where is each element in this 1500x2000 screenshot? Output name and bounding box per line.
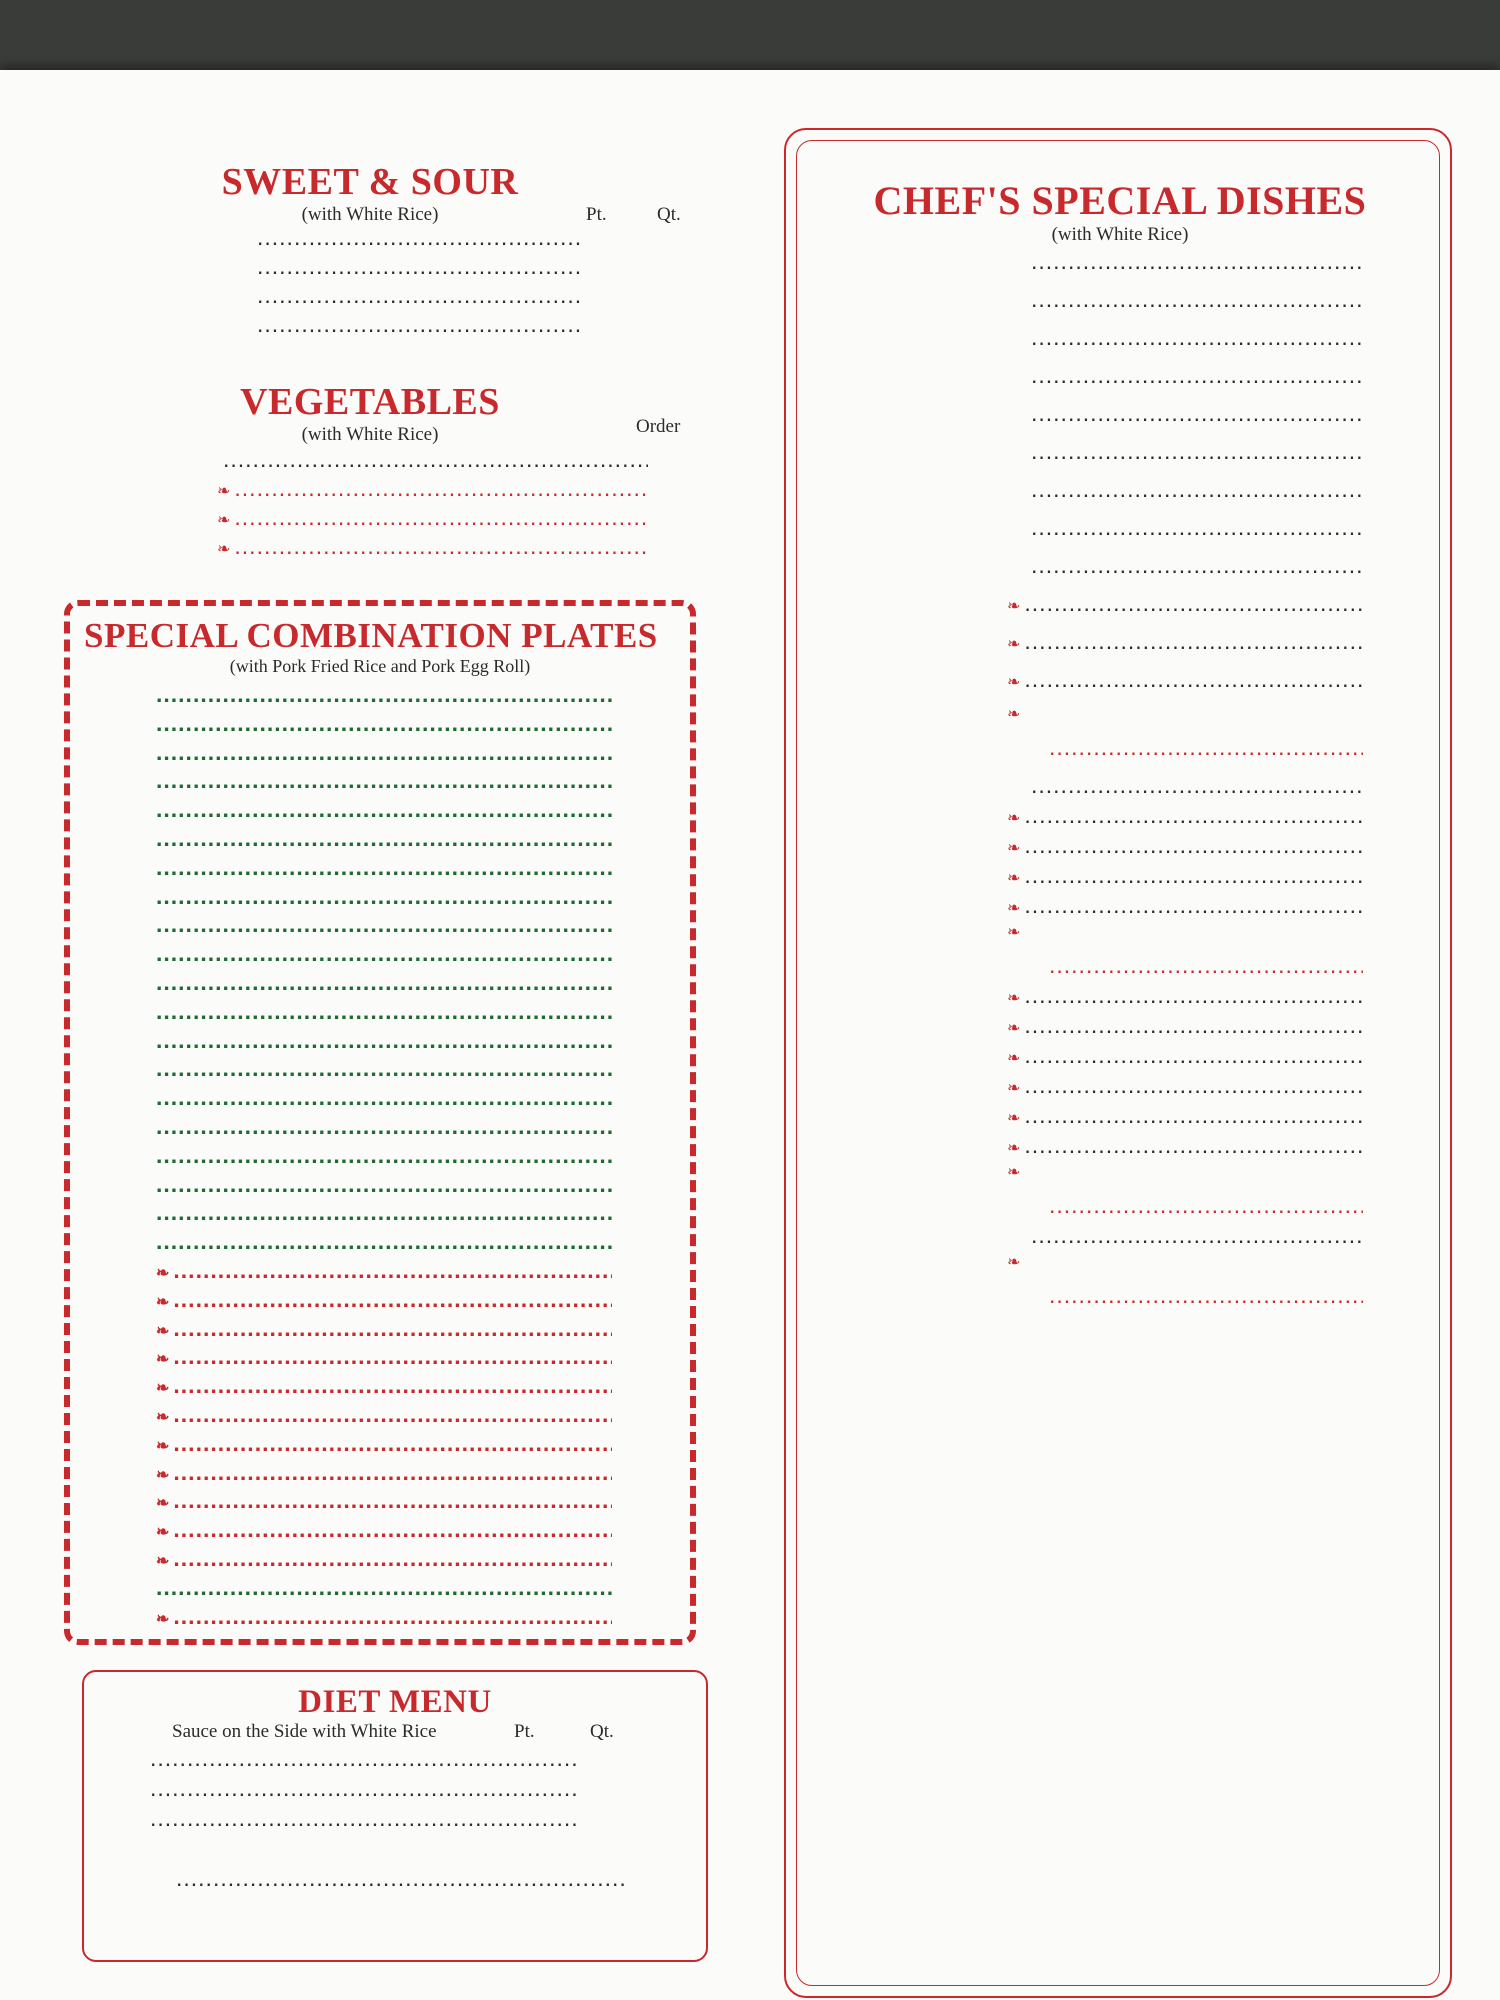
- sweet-sour-list: [40, 224, 700, 340]
- combination-heading: SPECIAL COMBINATION PLATES: [84, 616, 658, 655]
- leader-dots: [156, 739, 612, 766]
- combo-item: [84, 796, 676, 825]
- combo-item: [84, 1084, 676, 1113]
- leader-dots: [156, 1171, 612, 1198]
- leader-dots: [156, 854, 612, 881]
- chili-pepper-icon: ❧: [1007, 1020, 1021, 1037]
- sweet-sour-heading: SWEET & SOUR: [221, 161, 519, 203]
- chili-pepper-icon: ❧: [156, 1408, 170, 1426]
- chef-item: [815, 248, 1425, 278]
- leader-dots: [150, 1745, 578, 1772]
- chili-pepper-icon: ❧: [156, 1524, 170, 1542]
- combo-item: [84, 1545, 676, 1574]
- leader-dots: [173, 1487, 612, 1514]
- combination-subtitle: (with Pork Fried Rice and Pork Egg Roll): [229, 656, 531, 676]
- chef-item: [815, 324, 1425, 354]
- leader-dots: [1024, 1132, 1363, 1159]
- menu-page: [0, 70, 1500, 2000]
- combination-list: [84, 681, 676, 1631]
- chef-item-row: [815, 438, 1425, 468]
- chili-pepper-icon: ❧: [217, 483, 231, 500]
- menu-item: [40, 253, 700, 282]
- leader-dots: [1024, 666, 1363, 693]
- chef-item-row2: [815, 734, 1425, 764]
- chili-pepper-icon: ❧: [1007, 840, 1021, 857]
- chili-pepper-icon: ❧: [1007, 1254, 1021, 1271]
- chef-item-row: [815, 1012, 1425, 1042]
- leader-dots: [1024, 832, 1363, 859]
- leader-dots: [223, 446, 648, 473]
- leader-dots: [156, 710, 612, 737]
- leader-dots: [234, 504, 648, 531]
- combo-item: [84, 1228, 676, 1257]
- chef-item: [815, 362, 1425, 392]
- leader-dots: [1024, 590, 1363, 617]
- combo-item: [84, 1199, 676, 1228]
- leader-dots: [1024, 628, 1363, 655]
- chef-item: [815, 590, 1425, 620]
- leader-dots: [173, 1315, 612, 1342]
- combo-item: [84, 1113, 676, 1142]
- chili-pepper-icon: ❧: [1007, 990, 1021, 1007]
- combo-item: [84, 1257, 676, 1286]
- leader-dots: [1049, 734, 1363, 761]
- chef-item-row: [815, 324, 1425, 354]
- chef-item-row: [815, 514, 1425, 544]
- leader-dots: [156, 681, 612, 708]
- chef-item-row: [815, 832, 1425, 862]
- combo-item: [84, 1401, 676, 1430]
- combo-item: [84, 940, 676, 969]
- leader-dots: [173, 1545, 612, 1572]
- combo-item: [84, 710, 676, 739]
- combo-item: [84, 681, 676, 710]
- chef-item-row: [815, 704, 1425, 734]
- chef-item-row: [815, 286, 1425, 316]
- chef-item-row: [815, 400, 1425, 430]
- chef-item-row: [815, 922, 1425, 952]
- chili-pepper-icon: ❧: [1007, 924, 1021, 941]
- diet-menu-box: [82, 1670, 708, 1962]
- chili-pepper-icon: ❧: [1007, 598, 1021, 615]
- menu-item: [40, 224, 700, 253]
- diet-item: [102, 1835, 688, 1865]
- chef-item: [815, 514, 1425, 544]
- combination-plates-box: [64, 600, 696, 1645]
- chef-item-row: [815, 1102, 1425, 1132]
- leader-dots: [1024, 1012, 1363, 1039]
- chef-item-row: [815, 248, 1425, 278]
- leader-dots: [156, 1113, 612, 1140]
- combo-item: [84, 1055, 676, 1084]
- chili-pepper-icon: ❧: [156, 1264, 170, 1282]
- sweet-sour-subtitle: (with White Rice): [301, 204, 439, 225]
- leader-dots: [1031, 324, 1363, 351]
- leader-dots: [1049, 1192, 1363, 1219]
- diet-item-line2: [102, 1865, 688, 1895]
- chef-item: [815, 400, 1425, 430]
- chili-pepper-icon: ❧: [156, 1552, 170, 1570]
- leader-dots: [1049, 952, 1363, 979]
- chef-item-row: [815, 590, 1425, 620]
- chef-item-row: [815, 552, 1425, 582]
- diet-list: [102, 1745, 688, 1895]
- chef-item-row2: [815, 952, 1425, 982]
- chef-item: [815, 1102, 1425, 1132]
- combo-item: [84, 1027, 676, 1056]
- chili-pepper-icon: ❧: [217, 541, 231, 558]
- chili-pepper-icon: ❧: [156, 1380, 170, 1398]
- chef-item: [815, 438, 1425, 468]
- vegetables-heading: VEGETABLES: [240, 381, 500, 423]
- chili-pepper-icon: ❧: [156, 1322, 170, 1340]
- chef-item: [815, 802, 1425, 832]
- leader-dots: [156, 767, 612, 794]
- pt-header: Pt.: [586, 204, 607, 225]
- diet-qt-header: Qt.: [590, 1721, 614, 1742]
- leader-dots: [173, 1286, 612, 1313]
- leader-dots: [156, 998, 612, 1025]
- menu-item: [40, 446, 700, 475]
- chili-pepper-icon: ❧: [156, 1351, 170, 1369]
- chili-pepper-icon: ❧: [1007, 1050, 1021, 1067]
- combo-item: [84, 854, 676, 883]
- leader-dots: [1024, 1102, 1363, 1129]
- chef-item-row: [815, 1132, 1425, 1162]
- menu-item: [40, 311, 700, 340]
- combo-item: [84, 1171, 676, 1200]
- leader-dots: [1024, 802, 1363, 829]
- chef-item-row: [815, 1252, 1425, 1282]
- menu-item: [40, 504, 700, 533]
- leader-dots: [173, 1343, 612, 1370]
- combo-item: [84, 1315, 676, 1344]
- chili-pepper-icon: ❧: [156, 1437, 170, 1455]
- combo-item: [84, 1286, 676, 1315]
- leader-dots: [1024, 982, 1363, 1009]
- diet-item: [102, 1745, 688, 1775]
- chili-pepper-icon: ❧: [1007, 1110, 1021, 1127]
- leader-dots: [257, 253, 582, 280]
- combo-item: [84, 1516, 676, 1545]
- chili-pepper-icon: ❧: [1007, 900, 1021, 917]
- vegetables-list: [40, 446, 700, 562]
- chef-heading: CHEF'S SPECIAL DISHES: [873, 178, 1367, 223]
- chef-item: [815, 892, 1425, 922]
- chef-item: [815, 1162, 1425, 1222]
- leader-dots: [156, 969, 612, 996]
- diet-pt-header: Pt.: [514, 1721, 535, 1742]
- leader-dots: [156, 1142, 612, 1169]
- chef-item: [815, 1072, 1425, 1102]
- combo-item: [84, 1430, 676, 1459]
- leader-dots: [150, 1775, 578, 1802]
- chili-pepper-icon: ❧: [217, 512, 231, 529]
- qt-header: Qt.: [657, 204, 681, 225]
- leader-dots: [1031, 400, 1363, 427]
- leader-dots: [1031, 476, 1363, 503]
- chef-item: [815, 476, 1425, 506]
- chili-pepper-icon: ❧: [156, 1610, 170, 1628]
- chef-subtitle: (with White Rice): [1051, 224, 1189, 245]
- chef-item-row: [815, 1162, 1425, 1192]
- leader-dots: [156, 1228, 612, 1255]
- chili-pepper-icon: ❧: [156, 1293, 170, 1311]
- combo-item: [84, 911, 676, 940]
- combo-item: [84, 998, 676, 1027]
- vegetables-section: [40, 380, 700, 562]
- leader-dots: [156, 1027, 612, 1054]
- chef-item-row: [815, 982, 1425, 1012]
- chili-pepper-icon: ❧: [156, 1466, 170, 1484]
- chef-item: [815, 1132, 1425, 1162]
- leader-dots: [173, 1603, 612, 1630]
- chef-item: [815, 832, 1425, 862]
- chef-item-row: [815, 666, 1425, 696]
- chef-item: [815, 982, 1425, 1012]
- chili-pepper-icon: ❧: [1007, 810, 1021, 827]
- leader-dots: [1024, 862, 1363, 889]
- chili-pepper-icon: ❧: [1007, 1164, 1021, 1181]
- combo-item: [84, 969, 676, 998]
- sweet-sour-section: [40, 160, 700, 336]
- chef-item: [815, 704, 1425, 764]
- leader-dots: [257, 282, 582, 309]
- chef-item-row: [815, 362, 1425, 392]
- chef-item-row: [815, 1072, 1425, 1102]
- chili-pepper-icon: ❧: [156, 1495, 170, 1513]
- leader-dots: [156, 883, 612, 910]
- leader-dots: [173, 1459, 612, 1486]
- leader-dots: [173, 1430, 612, 1457]
- chef-item: [815, 1012, 1425, 1042]
- chef-item: [815, 666, 1425, 696]
- chef-item: [815, 1252, 1425, 1312]
- leader-dots: [173, 1516, 612, 1543]
- chili-pepper-icon: ❧: [1007, 1140, 1021, 1157]
- combo-item: [84, 1574, 676, 1603]
- chef-item-row: [815, 772, 1425, 802]
- leader-dots: [156, 1199, 612, 1226]
- chef-item-row: [815, 892, 1425, 922]
- leader-dots: [1024, 1072, 1363, 1099]
- chef-item: [815, 862, 1425, 892]
- leader-dots: [1031, 248, 1363, 275]
- leader-dots: [156, 1084, 612, 1111]
- leader-dots: [156, 825, 612, 852]
- leader-dots: [234, 533, 648, 560]
- leader-dots: [1031, 1222, 1363, 1249]
- chef-item-row: [815, 862, 1425, 892]
- chef-item: [815, 552, 1425, 582]
- leader-dots: [257, 224, 582, 251]
- leader-dots: [1031, 772, 1363, 799]
- diet-heading: DIET MENU: [298, 1684, 492, 1720]
- leader-dots: [1024, 892, 1363, 919]
- combo-item: [84, 739, 676, 768]
- leader-dots: [156, 940, 612, 967]
- chili-pepper-icon: ❧: [1007, 706, 1021, 723]
- combo-item: [84, 1142, 676, 1171]
- leader-dots: [234, 475, 648, 502]
- chef-item: [815, 1222, 1425, 1252]
- leader-dots: [1031, 514, 1363, 541]
- chef-item-row: [815, 802, 1425, 832]
- chef-item: [815, 922, 1425, 982]
- leader-dots: [1049, 1282, 1363, 1309]
- chef-special-box: [784, 128, 1452, 1998]
- chili-pepper-icon: ❧: [1007, 636, 1021, 653]
- diet-item: [102, 1805, 688, 1835]
- diet-item: [102, 1775, 688, 1805]
- leader-dots: [156, 1055, 612, 1082]
- leader-dots: [156, 911, 612, 938]
- leader-dots: [173, 1257, 612, 1284]
- chef-item: [815, 772, 1425, 802]
- chef-item-row2: [815, 1192, 1425, 1222]
- chef-list: [815, 248, 1425, 1312]
- leader-dots: [150, 1805, 578, 1832]
- chef-item-row: [815, 476, 1425, 506]
- menu-item: [40, 475, 700, 504]
- chef-item: [815, 286, 1425, 316]
- leader-dots: [257, 311, 582, 338]
- combo-item: [84, 883, 676, 912]
- combo-item: [84, 1343, 676, 1372]
- order-header: Order: [636, 416, 681, 437]
- leader-dots: [156, 1574, 612, 1601]
- combo-item: [84, 1603, 676, 1632]
- chili-pepper-icon: ❧: [1007, 1080, 1021, 1097]
- chili-pepper-icon: ❧: [1007, 674, 1021, 691]
- combo-item: [84, 767, 676, 796]
- chef-item-row: [815, 1042, 1425, 1072]
- chef-item-row2: [815, 1282, 1425, 1312]
- vegetables-subtitle: (with White Rice): [301, 424, 439, 445]
- leader-dots: [1024, 1042, 1363, 1069]
- leader-dots: [156, 796, 612, 823]
- combo-item: [84, 1459, 676, 1488]
- combo-item: [84, 825, 676, 854]
- chef-item-row: [815, 628, 1425, 658]
- combo-item: [84, 1372, 676, 1401]
- chef-item: [815, 628, 1425, 658]
- leader-dots: [176, 1865, 628, 1892]
- leader-dots: [173, 1401, 612, 1428]
- menu-item: [40, 533, 700, 562]
- diet-subtitle: Sauce on the Side with White Rice: [172, 1721, 437, 1742]
- leader-dots: [1031, 286, 1363, 313]
- chili-pepper-icon: ❧: [1007, 870, 1021, 887]
- leader-dots: [173, 1372, 612, 1399]
- combo-item: [84, 1487, 676, 1516]
- leader-dots: [1031, 438, 1363, 465]
- chef-item: [815, 1042, 1425, 1072]
- leader-dots: [1031, 362, 1363, 389]
- leader-dots: [1031, 552, 1363, 579]
- chef-item-row: [815, 1222, 1425, 1252]
- menu-item: [40, 282, 700, 311]
